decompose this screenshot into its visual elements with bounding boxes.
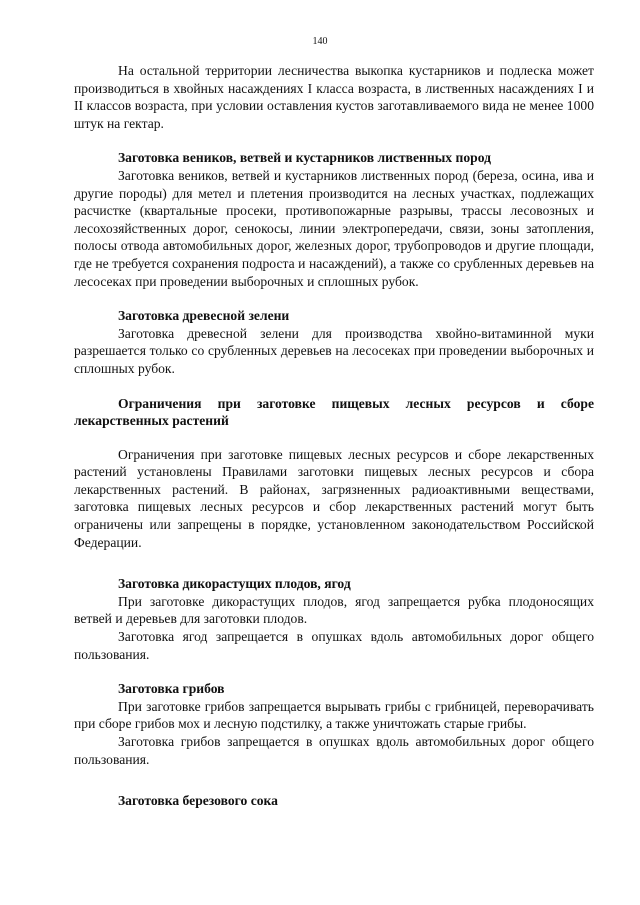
paragraph-food-resources-restrictions: Ограничения при заготовке пищевых лесных ресурсов и сборе лекарственных растений установлены Правилами заготовки пищевых лесных ресурсов и сбора лекарственных растений. В районах, загрязненных радиоактивными веществами, заготовка пищевых лесных ресурсов и сбор лекарственных растений могут быть ограничены или запрещены в порядке, установленном законодательством Российской Федерации. — [74, 446, 594, 550]
heading-brooms-branches: Заготовка веников, ветвей и кустарников лиственных пород — [118, 150, 491, 166]
heading-food-resources-restrictions: Ограничения при заготовке пищевых лесных ресурсов и сборе лекарственных растений — [74, 395, 594, 429]
paragraph-fruit-branches: При заготовке дикорастущих плодов, ягод запрещается рубка плодоносящих ветвей и деревьев для заготовки плодов. — [74, 593, 594, 627]
heading-mushrooms: Заготовка грибов — [118, 681, 225, 697]
paragraph-brooms-branches: Заготовка веников, ветвей и кустарников лиственных пород (береза, осина, ива и другие породы) для метел и плетения производится на лесных участках, подлежащих расчистке (квартальные просеки, противопожарные разрывы, трассы лесовозных и лесохозяйственных дорог, сенокосы, линии электропередачи, связи, зоны затопления, полосы отвода автомобильных дорог, железных дорог, трубопроводов и другие площади, где не требуется сохранения подроста и насаждений), а также со срубленных деревьев на лесосеках при проведении выборочных и сплошных рубок. — [74, 167, 594, 289]
heading-wood-greens: Заготовка древесной зелени — [118, 308, 290, 324]
paragraph-mushrooms-roadside: Заготовка грибов запрещается в опушках вдоль автомобильных дорог общего пользования. — [74, 734, 594, 767]
heading-birch-sap: Заготовка березового сока — [118, 793, 278, 809]
page-body — [74, 62, 594, 810]
paragraph-mushroom-picking: При заготовке грибов запрещается вырывать грибы с грибницей, переворачивать при сборе грибов мох и лесную подстилку, а также уничтожать старые грибы. — [74, 698, 594, 732]
paragraph-shrub-digging: На остальной территории лесничества выкопка кустарников и подлеска может производиться в хвойных насаждениях I класса возраста, в лиственных насаждениях I и II классов возраста, при условии оставления кустов заготавливаемого вида не менее 1000 штук на гектар. — [74, 63, 594, 131]
page-number: 140 — [312, 36, 328, 47]
heading-wild-fruits-berries: Заготовка дикорастущих плодов, ягод — [118, 576, 351, 592]
paragraph-berries-roadside: Заготовка ягод запрещается в опушках вдоль автомобильных дорог общего пользования. — [74, 629, 594, 662]
paragraph-wood-greens: Заготовка древесной зелени для производства хвойно-витаминной муки разрешается только со срубленных деревьев на лесосеках при проведении выборочных и сплошных рубок. — [74, 325, 594, 376]
